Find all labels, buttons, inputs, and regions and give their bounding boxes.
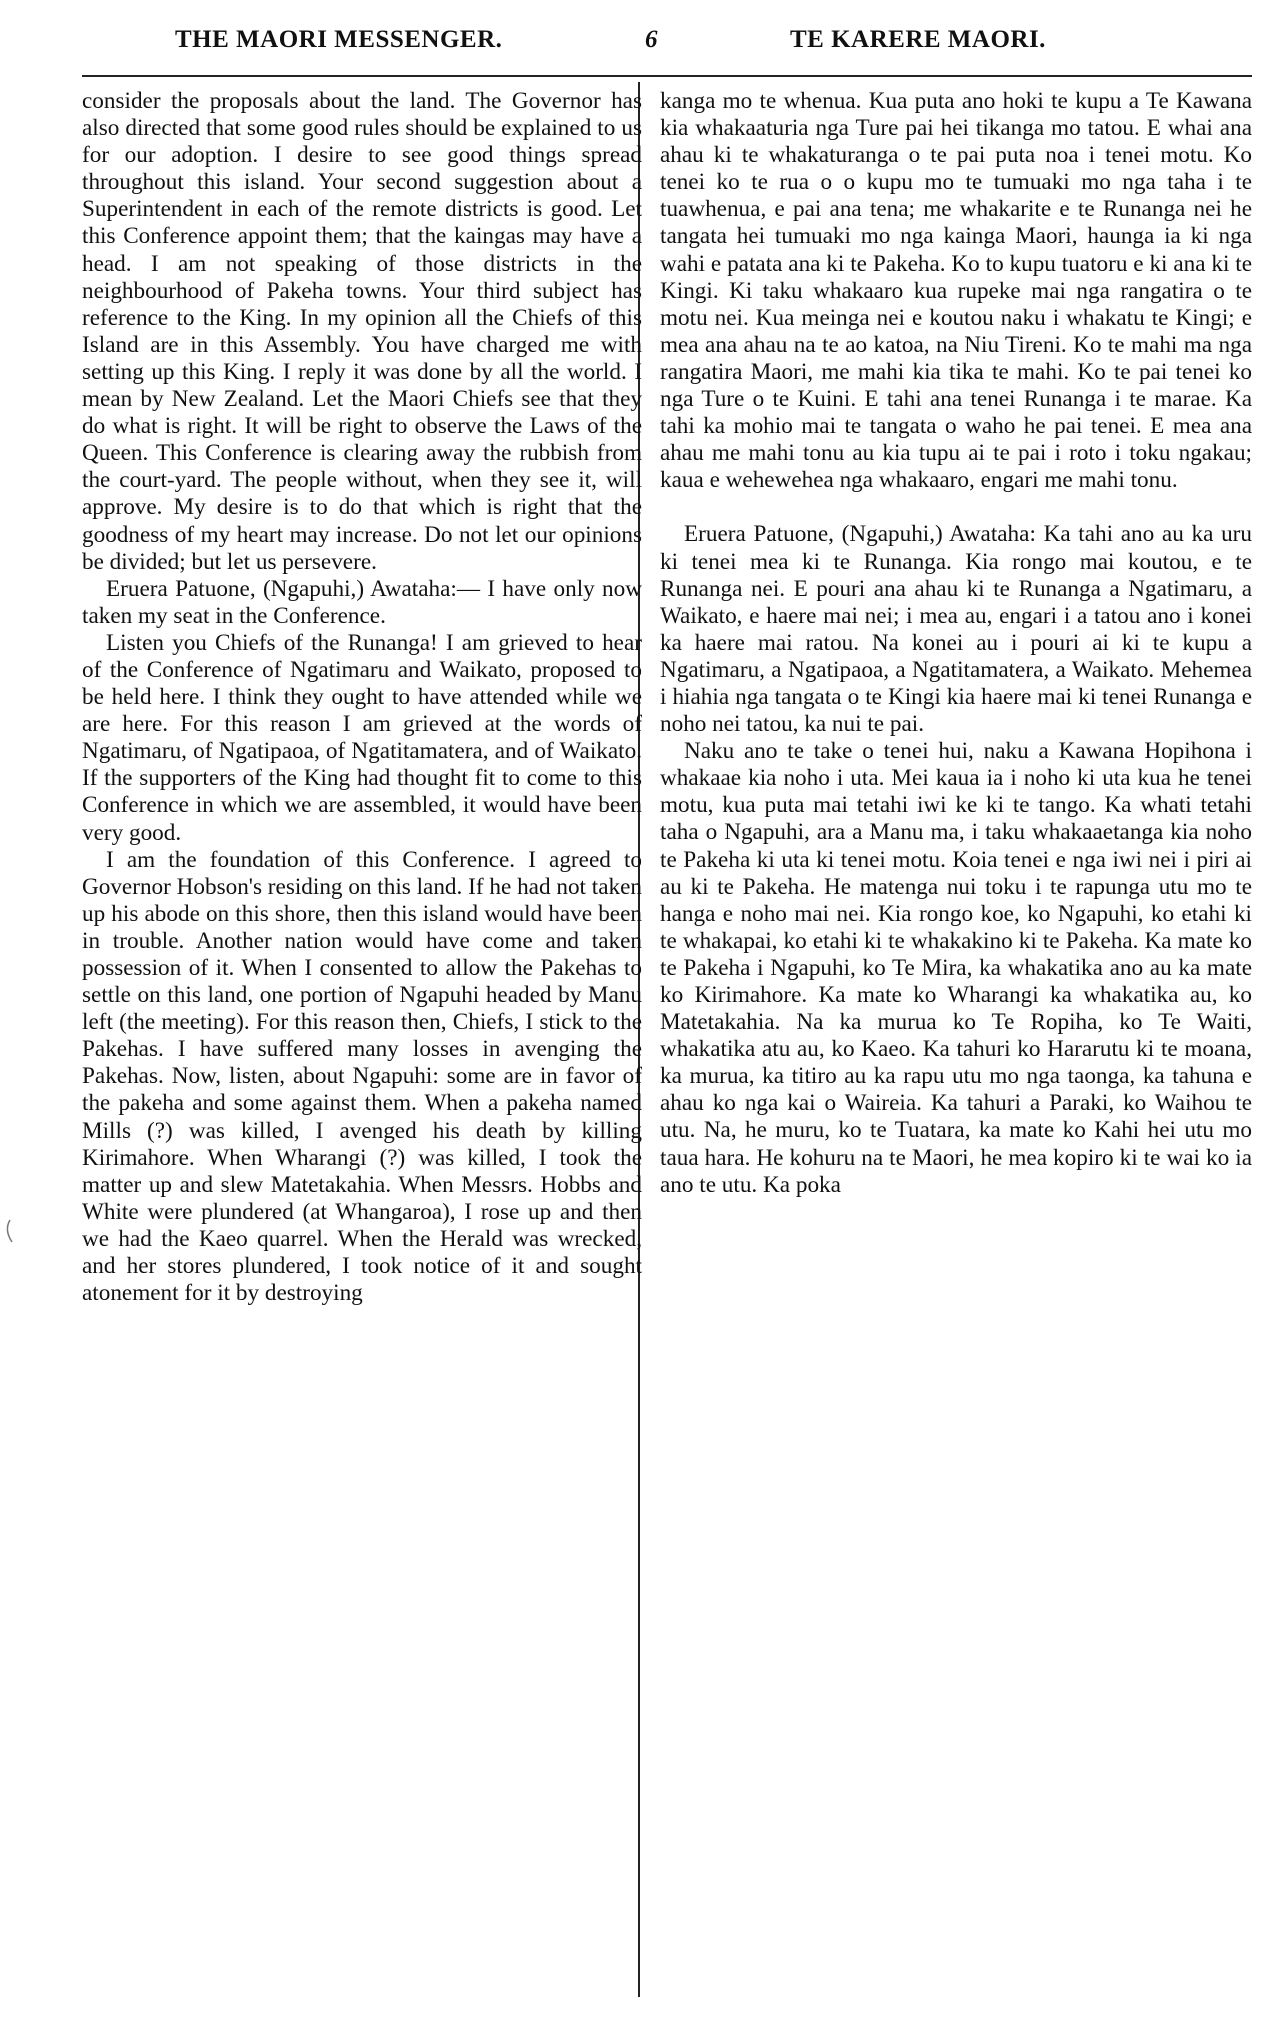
english-paragraph-4: I am the foundation of this Conference. I agreed to Governor Hobson's residing on this land. If he had not taken up his abode on this shore, then this island would have been in trouble. Another nation would have come and taken possession of it. When I consented to allow the Pakehas to settle on this land, one portion of Ngapuhi headed by Manu left (the meeting). For this reason then, Chiefs, I stick to the Pakehas. I have suffered many losses in avenging the Pakehas. Now, listen, about Ngapuhi: some are in favor of the pakeha and some against them. When a pakeha named Mills (?) was killed, I avenged his death by killing Kirimahore. When Wharangi (?) was killed, I took the matter up and slew Matetakahia. When Messrs. Hobbs and White were plundered (at Whangaroa), I rose up and then we had the Kaeo quarrel. When the Herald was wrecked, and her stores plundered, I took notice of it and sought atonement for it by destroying [82,846,642,1307]
page-number: 6 [645,26,658,53]
english-masthead: THE MAORI MESSENGER. [175,26,503,53]
maori-paragraph-1: kanga mo te whenua. Kua puta ano hoki te kupu a Te Kawana kia whakaaturia nga Ture pai hei tikanga mo tatou. E whai ana ahau ki te whakaturanga o te pai puta noa i tenei motu. Ko tenei ko te rua o o kupu mo te tumuaki mo nga taha i te tuawhenua, e pai ana tena; me whakarite e te Runanga nei he tangata hei tumuaki mo nga kainga Maori, haunga ia ki nga wahi e patata ana ki te Pakeha. Ko to kupu tuatoru e ki ana ki te Kingi. Ki taku whakaaro kua rupeke mai nga rangatira o te motu nei. Kua meinga nei e koutou naku i whakatu te Kingi; e mea ana ahau na te ao katoa, na Niu Tireni. Ko te mahi ma nga rangatira Maori, me mahi kia tika te mahi. Ko te pai tenei ko nga Ture o te Kuini. E tahi ana tenei Runanga i te marae. Ka tahi ka mohio mai te tangata o waho he pai tenei. E mea ana ahau me mahi tonu au kia tupu ai te pai i roto i toku ngakau; kaua e wehewehea nga whakaaro, engari me mahi tonu. [660,88,1252,494]
maori-masthead: TE KARERE MAORI. [790,26,1046,53]
english-column [82,88,642,1307]
maori-paragraph-3: Naku ano te take o tenei hui, naku a Kawana Hopihona i whakaae kia noho i uta. Mei kaua ia i noho ki uta kua he tenei motu, kua puta mai tetahi iwi ke ki te tango. Ka whati tetahi taha o Ngapuhi, ara a Manu ma, i taku whakaaetanga kia noho te Pakeha ki uta ki tenei motu. Koia tenei e nga iwi nei i piri ai au ki te Pakeha. He matenga nui toku i te rapunga utu mo te hanga e noho mai nei. Kia rongo koe, ko Ngapuhi, ko etahi ki te whakapai, ko etahi ki te whakakino ki te Pakeha. Ka mate ko te Pakeha i Ngapuhi, ko Te Mira, ka whakatika ano au ka mate ko Kirimahore. Ka mate ko Wharangi ka whakatika au, ko Matetakahia. Na ka murua ko Te Ropiha, ko Te Waiti, whakatika atu au, ko Kaeo. Ka tahuri ko Hararutu ki te moana, ka murua, ka titiro au ka rapu utu mo nga taonga, ka tahuna e ahau ko nga kai o Waireia. Ka tahuri a Paraki, ko Waihou te utu. Na, he muru, ko te Tuatara, ka mate ko Kahi hei utu mo taua hara. He kohuru na te Maori, he mea kopiro ki te wai ko ia ano te utu. Ka poka [660,738,1252,1198]
page-header [0,20,1280,60]
english-paragraph-1: consider the proposals about the land. The Governor has also directed that some good rules should be explained to us for our adoption. I desire to see good things spread throughout this island. Your second suggestion about a Superintendent in each of the remote districts is good. Let this Conference appoint them; that the kaingas may have a head. I am not speaking of those districts in the neighbourhood of Pakeha towns. Your third subject has reference to the King. In my opinion all the Chiefs of this Island are in this Assembly. You have charged me with setting up this King. I reply it was done by all the world. I mean by New Zealand. Let the Maori Chiefs see that they do what is right. It will be right to observe the Laws of the Queen. This Conference is clearing away the rubbish from the court-yard. The people without, when they see it, will approve. My desire is to do that which is right that the goodness of my heart may increase. Do not let our opinions be divided; but let us persevere. [82,88,642,575]
maori-paragraph-2: Eruera Patuone, (Ngapuhi,) Awataha: Ka tahi ano au ka uru ki tenei mea ki te Runanga. Kia rongo mai koutou, e te Runanga nei. E pouri ana ahau ki te Runanga a Ngatimaru, a Waikato, e haere mai nei; i mea au, engari i a tatou ano i konei ka haere mai ratou. Na konei au i pouri ai ki te kupu a Ngatimaru, a Ngatipaoa, a Ngatitamatera, a Waikato. Mehemea i hiahia nga tangata o te Kingi kia haere mai ki tenei Runanga e noho nei tatou, ka nui te pai. [660,521,1252,738]
english-paragraph-2: Eruera Patuone, (Ngapuhi,) Awataha:— I have only now taken my seat in the Conference. [82,575,642,629]
english-paragraph-3: Listen you Chiefs of the Runanga! I am grieved to hear of the Conference of Ngatimaru and Waikato, proposed to be held here. I think they ought to have attended while we are here. For this reason I am grieved at the words of Ngatimaru, of Ngatipaoa, of Ngatitamatera, and of Waikato. If the supporters of the King had thought fit to come to this Conference in which we are assembled, it would have been very good. [82,629,642,846]
margin-mark-icon [0,1210,40,1250]
maori-paragraph-gap [660,494,1252,521]
header-rule [82,75,1252,77]
maori-column [660,88,1252,1199]
